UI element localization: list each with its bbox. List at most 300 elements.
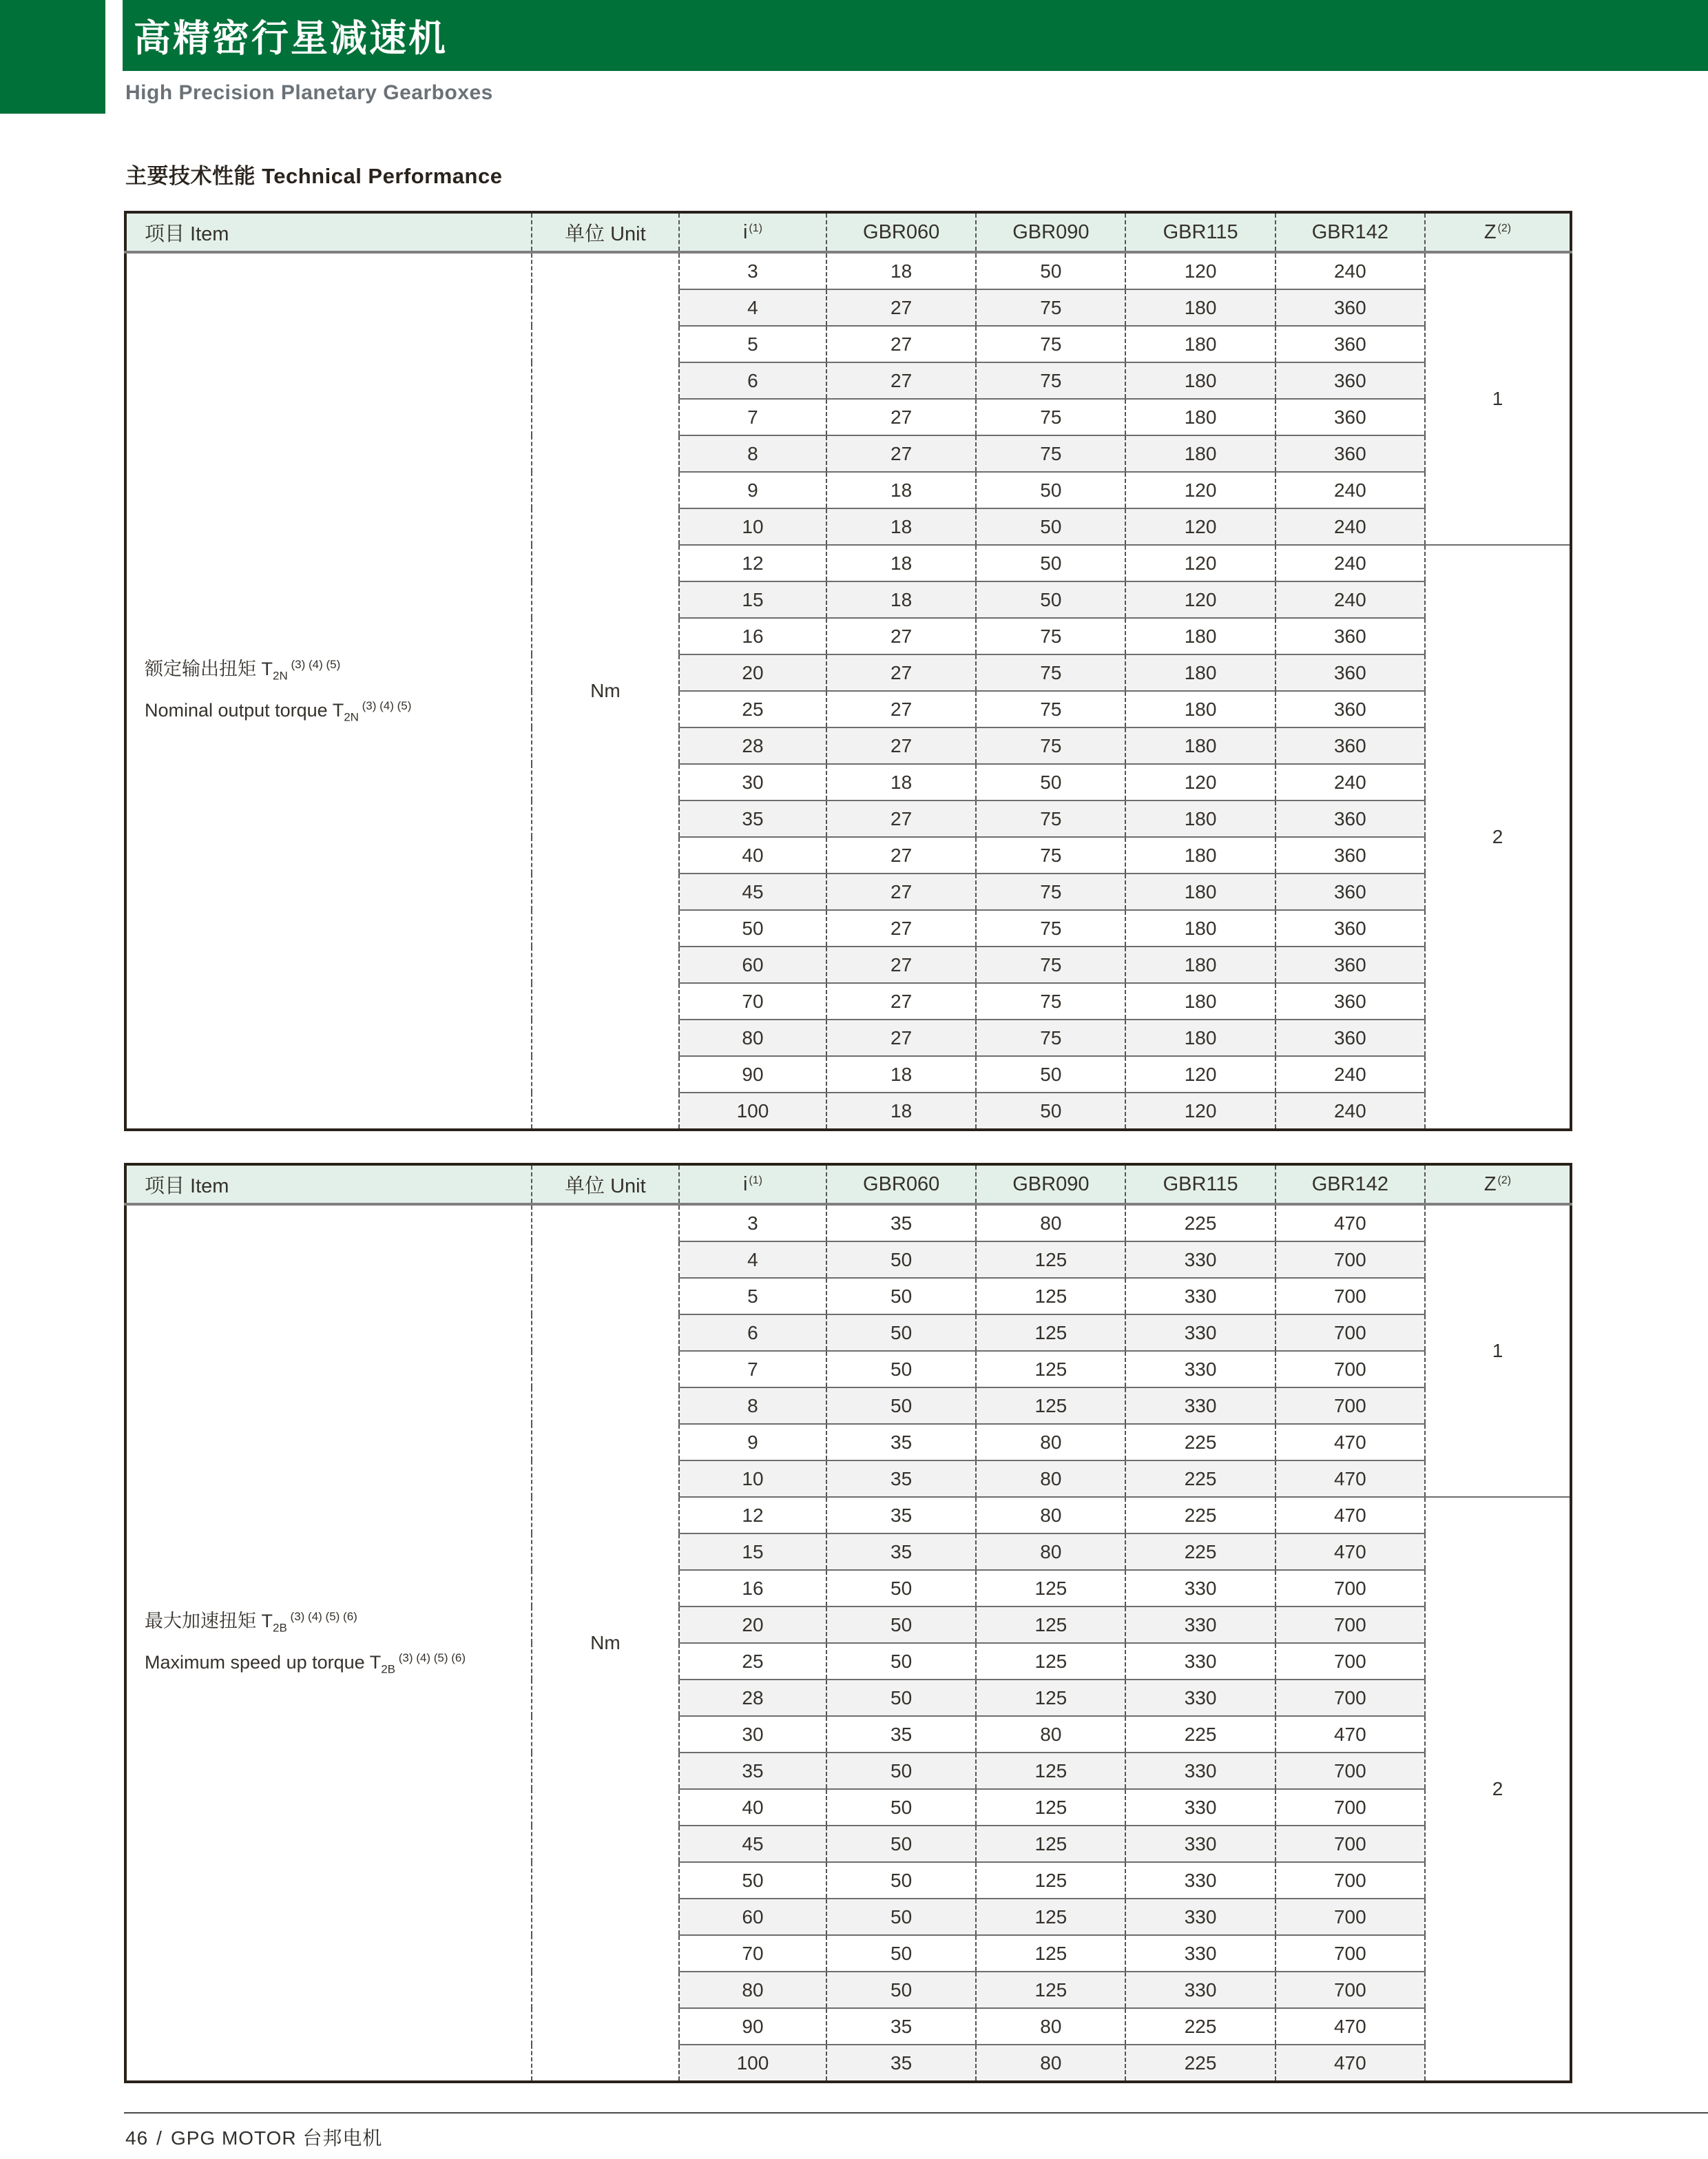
value-cell: 75 (976, 1020, 1125, 1056)
value-cell: 80 (976, 2045, 1125, 2082)
value-cell: 50 (826, 1387, 976, 1424)
value-cell: 470 (1275, 1716, 1425, 1753)
torque-symbol-footnotes: (3) (4) (5) (287, 657, 341, 671)
value-cell: 225 (1125, 2008, 1275, 2045)
value-cell: 50 (826, 1826, 976, 1862)
value-cell: 75 (976, 289, 1125, 326)
value-cell: 330 (1125, 1387, 1275, 1424)
value-cell: 120 (1125, 764, 1275, 800)
ratio-symbol: i (742, 220, 748, 243)
value-cell: 27 (826, 727, 976, 764)
value-cell: 50 (826, 1351, 976, 1387)
value-cell: 75 (976, 399, 1125, 435)
page-title: 高精密行星减速机 (134, 18, 448, 59)
ratio-cell: 20 (679, 654, 826, 691)
value-cell: 50 (976, 1056, 1125, 1093)
page-footer (125, 2123, 382, 2151)
ratio-symbol: i (742, 1173, 748, 1195)
nominal-output-torque-table (124, 211, 1572, 1131)
value-cell: 50 (826, 1899, 976, 1935)
value-cell: 75 (976, 618, 1125, 654)
ratio-cell: 8 (679, 435, 826, 472)
value-cell: 360 (1275, 691, 1425, 727)
value-cell: 75 (976, 362, 1125, 399)
ratio-cell: 15 (679, 581, 826, 618)
ratio-cell: 6 (679, 1314, 826, 1351)
value-cell: 700 (1275, 1351, 1425, 1387)
footer-divider (124, 2112, 1708, 2114)
value-cell: 240 (1275, 472, 1425, 508)
value-cell: 27 (826, 837, 976, 874)
value-cell: 180 (1125, 289, 1275, 326)
value-cell: 80 (976, 1716, 1125, 1753)
value-cell: 225 (1125, 1204, 1275, 1241)
section-title-en: Technical Performance (262, 164, 503, 188)
value-cell: 18 (826, 764, 976, 800)
value-cell: 240 (1275, 581, 1425, 618)
ratio-cell: 5 (679, 1278, 826, 1314)
ratio-cell: 12 (679, 1497, 826, 1533)
col-ratio (679, 1164, 826, 1204)
value-cell: 75 (976, 947, 1125, 983)
col-item: 项目 Item (125, 212, 532, 252)
value-cell: 27 (826, 618, 976, 654)
value-cell: 180 (1125, 435, 1275, 472)
value-cell: 35 (826, 1204, 976, 1241)
unit-cell: Nm (532, 252, 679, 1130)
ratio-cell: 100 (679, 1093, 826, 1130)
value-cell: 125 (976, 1387, 1125, 1424)
ratio-cell: 70 (679, 1935, 826, 1972)
value-cell: 80 (976, 2008, 1125, 2045)
value-cell: 240 (1275, 764, 1425, 800)
value-cell: 240 (1275, 508, 1425, 545)
value-cell: 700 (1275, 1314, 1425, 1351)
z-group-cell: 2 (1425, 1497, 1571, 2082)
table-header-row (125, 212, 1571, 252)
ratio-cell: 8 (679, 1387, 826, 1424)
ratio-cell: 45 (679, 1826, 826, 1862)
col-model-gbr115: GBR115 (1125, 1164, 1275, 1204)
value-cell: 330 (1125, 1314, 1275, 1351)
value-cell: 360 (1275, 837, 1425, 874)
value-cell: 27 (826, 691, 976, 727)
value-cell: 50 (826, 1278, 976, 1314)
value-cell: 35 (826, 1497, 976, 1533)
value-cell: 225 (1125, 1716, 1275, 1753)
value-cell: 125 (976, 1314, 1125, 1351)
value-cell: 360 (1275, 983, 1425, 1020)
col-unit: 单位 Unit (532, 212, 679, 252)
torque-symbol-footnotes: (3) (4) (5) (6) (287, 1609, 357, 1623)
page-banner (123, 0, 1708, 71)
value-cell: 700 (1275, 1789, 1425, 1826)
value-cell: 700 (1275, 1753, 1425, 1789)
value-cell: 50 (826, 1643, 976, 1680)
value-cell: 50 (976, 252, 1125, 289)
z-symbol: Z (1483, 1173, 1497, 1195)
value-cell: 75 (976, 983, 1125, 1020)
col-z (1425, 1164, 1571, 1204)
value-cell: 700 (1275, 1972, 1425, 2008)
ratio-cell: 9 (679, 1424, 826, 1460)
value-cell: 180 (1125, 983, 1275, 1020)
value-cell: 360 (1275, 1020, 1425, 1056)
value-cell: 470 (1275, 1424, 1425, 1460)
value-cell: 360 (1275, 910, 1425, 947)
item-label-en: Maximum speed up torque $T_{2B}$ $^{(3) (4) (5) (6)}$ (145, 1651, 466, 1676)
col-ratio (679, 212, 826, 252)
value-cell: 50 (976, 508, 1125, 545)
z-symbol: Z (1483, 220, 1497, 243)
value-cell: 35 (826, 2008, 976, 2045)
ratio-cell: 40 (679, 837, 826, 874)
item-label-en: Nominal output torque $T_{2N}$ $^{(3) (4) (5)}$ (145, 699, 412, 724)
value-cell: 120 (1125, 1093, 1275, 1130)
value-cell: 75 (976, 326, 1125, 362)
value-cell: 120 (1125, 581, 1275, 618)
value-cell: 120 (1125, 472, 1275, 508)
value-cell: 18 (826, 581, 976, 618)
value-cell: 330 (1125, 1972, 1275, 2008)
ratio-cell: 28 (679, 727, 826, 764)
z-footnote: (2) (1497, 1174, 1512, 1186)
ratio-cell: 20 (679, 1607, 826, 1643)
value-cell: 225 (1125, 1533, 1275, 1570)
value-cell: 27 (826, 435, 976, 472)
ratio-cell: 80 (679, 1972, 826, 2008)
value-cell: 330 (1125, 1899, 1275, 1935)
value-cell: 330 (1125, 1278, 1275, 1314)
section-title-zh: 主要技术性能 (125, 164, 256, 188)
value-cell: 240 (1275, 545, 1425, 581)
table-body (125, 1204, 1571, 2082)
value-cell: 80 (976, 1497, 1125, 1533)
value-cell: 360 (1275, 362, 1425, 399)
z-group-cell: 2 (1425, 545, 1571, 1130)
value-cell: 330 (1125, 1753, 1275, 1789)
torque-symbol-footnotes: (3) (4) (5) (358, 699, 412, 712)
ratio-footnote: (1) (749, 222, 762, 234)
value-cell: 125 (976, 1351, 1125, 1387)
value-cell: 18 (826, 1056, 976, 1093)
value-cell: 75 (976, 800, 1125, 837)
value-cell: 180 (1125, 654, 1275, 691)
value-cell: 180 (1125, 399, 1275, 435)
value-cell: 700 (1275, 1387, 1425, 1424)
value-cell: 75 (976, 435, 1125, 472)
value-cell: 120 (1125, 1056, 1275, 1093)
value-cell: 50 (826, 1680, 976, 1716)
value-cell: 50 (826, 1935, 976, 1972)
col-model-gbr142: GBR142 (1275, 1164, 1425, 1204)
value-cell: 360 (1275, 800, 1425, 837)
value-cell: 120 (1125, 252, 1275, 289)
value-cell: 360 (1275, 289, 1425, 326)
ratio-cell: 10 (679, 508, 826, 545)
value-cell: 180 (1125, 691, 1275, 727)
ratio-cell: 25 (679, 1643, 826, 1680)
ratio-cell: 15 (679, 1533, 826, 1570)
z-group-cell: 1 (1425, 252, 1571, 545)
value-cell: 27 (826, 362, 976, 399)
torque-symbol: $T_{2N}$ $^{(3) (4) (5)}$ (261, 657, 341, 682)
ratio-cell: 90 (679, 2008, 826, 2045)
value-cell: 75 (976, 727, 1125, 764)
value-cell: 180 (1125, 874, 1275, 910)
ratio-cell: 100 (679, 2045, 826, 2082)
value-cell: 50 (826, 1862, 976, 1899)
ratio-cell: 5 (679, 326, 826, 362)
value-cell: 225 (1125, 1424, 1275, 1460)
col-model-gbr060: GBR060 (826, 212, 976, 252)
value-cell: 700 (1275, 1935, 1425, 1972)
z-footnote: (2) (1497, 222, 1512, 234)
ratio-cell: 7 (679, 1351, 826, 1387)
value-cell: 50 (826, 1753, 976, 1789)
value-cell: 27 (826, 947, 976, 983)
value-cell: 180 (1125, 727, 1275, 764)
value-cell: 27 (826, 874, 976, 910)
ratio-cell: 60 (679, 1899, 826, 1935)
value-cell: 125 (976, 1753, 1125, 1789)
value-cell: 35 (826, 1716, 976, 1753)
ratio-cell: 10 (679, 1460, 826, 1497)
footer-separator: / (156, 2127, 163, 2149)
col-item: 项目 Item (125, 1164, 532, 1204)
value-cell: 35 (826, 1460, 976, 1497)
ratio-cell: 16 (679, 1570, 826, 1607)
value-cell: 18 (826, 252, 976, 289)
value-cell: 75 (976, 654, 1125, 691)
value-cell: 700 (1275, 1899, 1425, 1935)
value-cell: 360 (1275, 727, 1425, 764)
table-header-row (125, 1164, 1571, 1204)
value-cell: 125 (976, 1899, 1125, 1935)
value-cell: 120 (1125, 508, 1275, 545)
ratio-cell: 30 (679, 1716, 826, 1753)
ratio-cell: 80 (679, 1020, 826, 1056)
value-cell: 50 (826, 1241, 976, 1278)
value-cell: 18 (826, 1093, 976, 1130)
item-cell (125, 252, 532, 1130)
value-cell: 35 (826, 2045, 976, 2082)
torque-symbol-footnotes: (3) (4) (5) (6) (395, 1651, 466, 1664)
value-cell: 700 (1275, 1278, 1425, 1314)
ratio-cell: 3 (679, 1204, 826, 1241)
value-cell: 50 (976, 545, 1125, 581)
value-cell: 470 (1275, 2008, 1425, 2045)
ratio-cell: 45 (679, 874, 826, 910)
value-cell: 180 (1125, 1020, 1275, 1056)
value-cell: 120 (1125, 545, 1275, 581)
value-cell: 470 (1275, 1460, 1425, 1497)
ratio-cell: 28 (679, 1680, 826, 1716)
value-cell: 330 (1125, 1789, 1275, 1826)
value-cell: 360 (1275, 874, 1425, 910)
value-cell: 18 (826, 545, 976, 581)
value-cell: 50 (976, 581, 1125, 618)
page-number: 46 (125, 2127, 149, 2149)
value-cell: 180 (1125, 362, 1275, 399)
value-cell: 330 (1125, 1570, 1275, 1607)
ratio-cell: 4 (679, 289, 826, 326)
value-cell: 470 (1275, 2045, 1425, 2082)
value-cell: 18 (826, 472, 976, 508)
value-cell: 700 (1275, 1826, 1425, 1862)
ratio-cell: 40 (679, 1789, 826, 1826)
item-label-zh: 额定输出扭矩 $T_{2N}$ $^{(3) (4) (5)}$ (145, 657, 341, 682)
value-cell: 125 (976, 1935, 1125, 1972)
value-cell: 360 (1275, 654, 1425, 691)
value-cell: 50 (976, 764, 1125, 800)
value-cell: 180 (1125, 326, 1275, 362)
value-cell: 225 (1125, 1460, 1275, 1497)
ratio-footnote: (1) (749, 1174, 762, 1186)
value-cell: 27 (826, 983, 976, 1020)
value-cell: 35 (826, 1533, 976, 1570)
value-cell: 75 (976, 910, 1125, 947)
value-cell: 125 (976, 1570, 1125, 1607)
torque-symbol-sub: 2B (381, 1662, 395, 1676)
ratio-cell: 35 (679, 1753, 826, 1789)
ratio-cell: 4 (679, 1241, 826, 1278)
value-cell: 470 (1275, 1497, 1425, 1533)
value-cell: 330 (1125, 1826, 1275, 1862)
value-cell: 35 (826, 1424, 976, 1460)
col-model-gbr115: GBR115 (1125, 212, 1275, 252)
value-cell: 80 (976, 1424, 1125, 1460)
value-cell: 240 (1275, 252, 1425, 289)
value-cell: 125 (976, 1607, 1125, 1643)
value-cell: 27 (826, 654, 976, 691)
value-cell: 27 (826, 399, 976, 435)
table-body (125, 252, 1571, 1130)
ratio-cell: 25 (679, 691, 826, 727)
value-cell: 80 (976, 1204, 1125, 1241)
value-cell: 125 (976, 1789, 1125, 1826)
section-title (125, 158, 502, 189)
value-cell: 125 (976, 1241, 1125, 1278)
ratio-cell: 30 (679, 764, 826, 800)
value-cell: 27 (826, 326, 976, 362)
torque-symbol: $T_{2N}$ $^{(3) (4) (5)}$ (332, 699, 412, 724)
value-cell: 50 (976, 1093, 1125, 1130)
value-cell: 330 (1125, 1862, 1275, 1899)
value-cell: 50 (826, 1570, 976, 1607)
value-cell: 27 (826, 800, 976, 837)
item-label-zh: 最大加速扭矩 $T_{2B}$ $^{(3) (4) (5) (6)}$ (145, 1609, 357, 1634)
ratio-cell: 50 (679, 910, 826, 947)
value-cell: 180 (1125, 947, 1275, 983)
value-cell: 50 (976, 472, 1125, 508)
col-model-gbr060: GBR060 (826, 1164, 976, 1204)
value-cell: 700 (1275, 1607, 1425, 1643)
col-unit: 单位 Unit (532, 1164, 679, 1204)
value-cell: 225 (1125, 2045, 1275, 2082)
value-cell: 330 (1125, 1351, 1275, 1387)
ratio-cell: 3 (679, 252, 826, 289)
value-cell: 180 (1125, 800, 1275, 837)
unit-cell: Nm (532, 1204, 679, 2082)
value-cell: 27 (826, 910, 976, 947)
value-cell: 240 (1275, 1093, 1425, 1130)
value-cell: 125 (976, 1826, 1125, 1862)
value-cell: 125 (976, 1278, 1125, 1314)
value-cell: 180 (1125, 618, 1275, 654)
ratio-cell: 16 (679, 618, 826, 654)
value-cell: 27 (826, 1020, 976, 1056)
value-cell: 360 (1275, 618, 1425, 654)
value-cell: 80 (976, 1460, 1125, 1497)
max-speedup-torque-table (124, 1163, 1572, 2083)
nominal-output-torque-table-wrap (124, 211, 1572, 1131)
value-cell: 125 (976, 1680, 1125, 1716)
value-cell: 75 (976, 691, 1125, 727)
value-cell: 18 (826, 508, 976, 545)
ratio-cell: 9 (679, 472, 826, 508)
value-cell: 125 (976, 1643, 1125, 1680)
value-cell: 360 (1275, 435, 1425, 472)
ratio-cell: 6 (679, 362, 826, 399)
item-cell (125, 1204, 532, 2082)
value-cell: 330 (1125, 1935, 1275, 1972)
torque-symbol-sub: 2N (344, 710, 359, 724)
value-cell: 75 (976, 837, 1125, 874)
value-cell: 240 (1275, 1056, 1425, 1093)
col-model-gbr090: GBR090 (976, 212, 1125, 252)
footer-brand: GPG MOTOR 台邦电机 (170, 2127, 383, 2149)
value-cell: 470 (1275, 1204, 1425, 1241)
z-group-cell: 1 (1425, 1204, 1571, 1497)
value-cell: 700 (1275, 1241, 1425, 1278)
value-cell: 180 (1125, 837, 1275, 874)
ratio-cell: 12 (679, 545, 826, 581)
ratio-cell: 50 (679, 1862, 826, 1899)
page-subtitle: High Precision Planetary Gearboxes (125, 81, 493, 104)
value-cell: 330 (1125, 1643, 1275, 1680)
value-cell: 225 (1125, 1497, 1275, 1533)
torque-symbol-sub: 2N (273, 669, 288, 682)
value-cell: 360 (1275, 326, 1425, 362)
table-row (125, 1204, 1571, 1241)
value-cell: 700 (1275, 1680, 1425, 1716)
value-cell: 75 (976, 874, 1125, 910)
value-cell: 125 (976, 1862, 1125, 1899)
value-cell: 360 (1275, 947, 1425, 983)
value-cell: 330 (1125, 1607, 1275, 1643)
torque-symbol: $T_{2B}$ $^{(3) (4) (5) (6)}$ (369, 1651, 466, 1676)
col-model-gbr142: GBR142 (1275, 212, 1425, 252)
value-cell: 50 (826, 1972, 976, 2008)
value-cell: 360 (1275, 399, 1425, 435)
value-cell: 700 (1275, 1570, 1425, 1607)
torque-symbol: $T_{2B}$ $^{(3) (4) (5) (6)}$ (261, 1609, 357, 1634)
value-cell: 700 (1275, 1643, 1425, 1680)
torque-symbol-sub: 2B (273, 1621, 287, 1634)
col-model-gbr090: GBR090 (976, 1164, 1125, 1204)
value-cell: 80 (976, 1533, 1125, 1570)
ratio-cell: 90 (679, 1056, 826, 1093)
value-cell: 330 (1125, 1241, 1275, 1278)
value-cell: 470 (1275, 1533, 1425, 1570)
ratio-cell: 35 (679, 800, 826, 837)
value-cell: 180 (1125, 910, 1275, 947)
brand-corner-block (0, 0, 105, 114)
value-cell: 50 (826, 1314, 976, 1351)
value-cell: 50 (826, 1789, 976, 1826)
table-row (125, 252, 1571, 289)
